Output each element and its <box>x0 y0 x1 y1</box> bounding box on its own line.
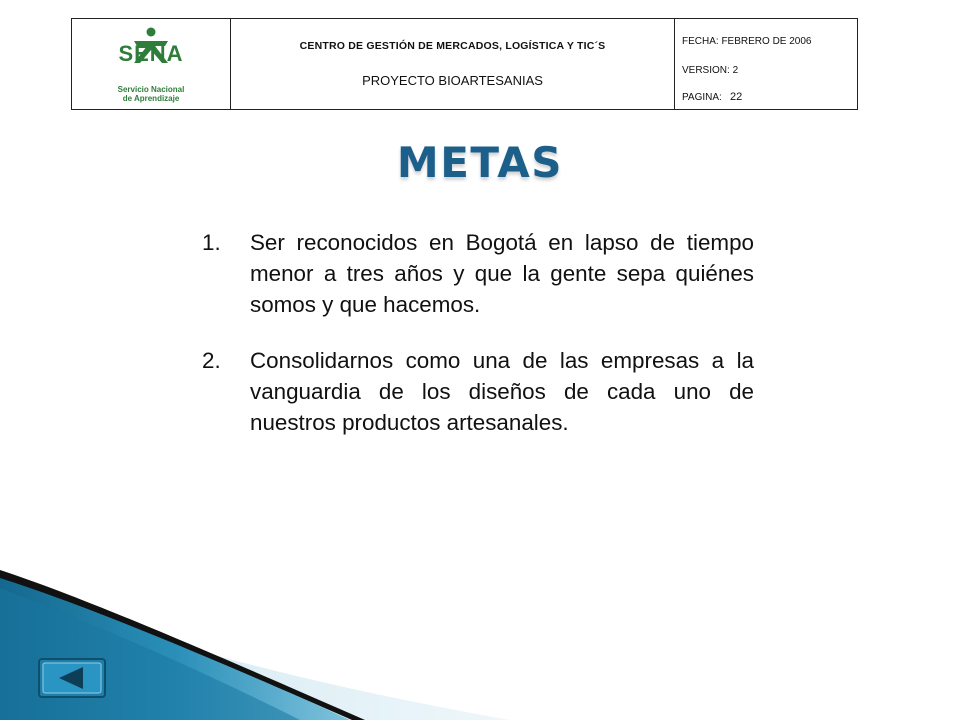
list-item-text: Consolidarnos como una de las empresas a la vanguardia de los diseños de cada uno de nuestros productos artesanales. <box>250 348 754 435</box>
list-item <box>202 227 754 320</box>
center-title: CENTRO DE GESTIÓN DE MERCADOS, LOGÍSTICA Y TIC´S <box>299 40 606 52</box>
meta-page-number: 22 <box>730 91 743 103</box>
svg-text:SENA: SENA <box>118 41 184 66</box>
list-item <box>202 345 754 438</box>
list-item-text: Ser reconocidos en Bogotá en lapso de tiempo menor a tres años y que la gente sepa quiénes somos y que hacemos. <box>250 230 754 317</box>
logo-cell <box>72 19 231 109</box>
meta-page-label: PAGINA: <box>682 92 722 103</box>
header-meta-cell <box>675 19 857 109</box>
project-name: PROYECTO BIOARTESANIAS <box>362 73 543 88</box>
back-arrow-icon <box>38 658 106 698</box>
list-item-number: 2. <box>202 348 221 373</box>
svg-text:de Aprendizaje: de Aprendizaje <box>122 94 180 103</box>
header-center-cell <box>231 19 675 109</box>
goals-list <box>202 227 754 463</box>
svg-text:Servicio Nacional: Servicio Nacional <box>117 85 185 94</box>
sena-logo <box>72 19 231 109</box>
meta-date: FECHA: FEBRERO DE 2006 <box>682 36 812 47</box>
meta-version: VERSION: 2 <box>682 65 739 76</box>
back-button[interactable] <box>38 658 106 698</box>
list-item-number: 1. <box>202 230 221 255</box>
document-header <box>71 18 858 110</box>
slide-title: METAS <box>396 138 564 187</box>
